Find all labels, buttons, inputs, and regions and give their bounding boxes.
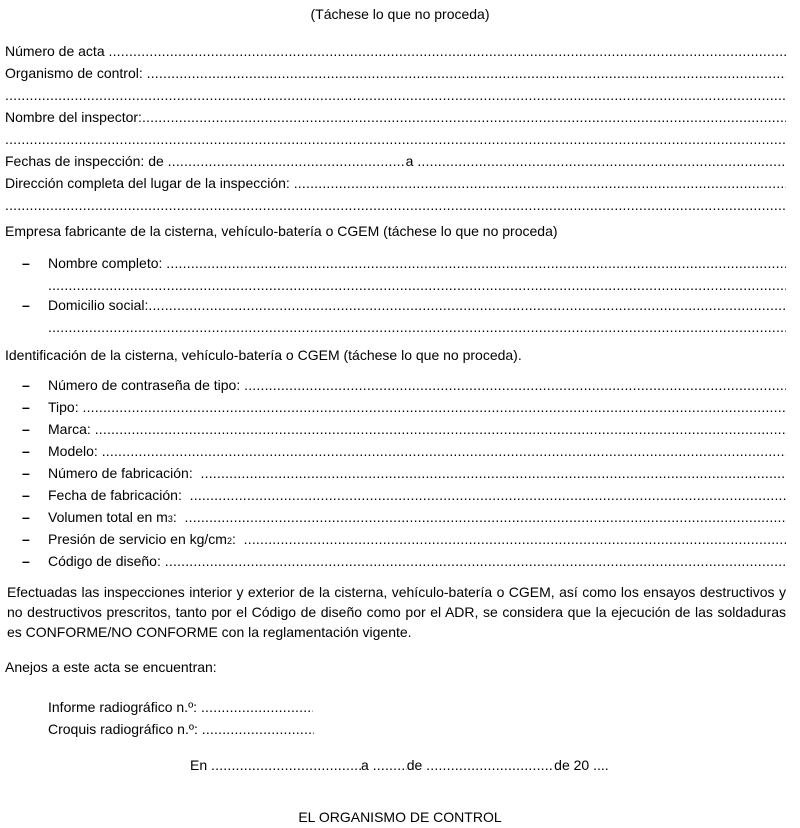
firma-mes-field[interactable] (426, 756, 554, 774)
informe-label: Informe radiográfico n.º: (48, 699, 198, 715)
inspector-label: Nombre del inspector: (5, 109, 142, 125)
marca-field[interactable] (95, 420, 786, 438)
fabricante-nombre-line-2 (48, 276, 786, 294)
firma-a: a (361, 757, 369, 773)
fabricante-domicilio-label: Domicilio social: (48, 297, 149, 313)
ident-item-line (22, 442, 786, 460)
presion-field[interactable] (244, 530, 786, 548)
firma-en: En (190, 757, 208, 773)
ident-item-label: Volumen total en m (48, 509, 168, 525)
fabricante-domicilio-field-2[interactable] (48, 318, 786, 336)
fabricante-nombre-field[interactable] (166, 254, 786, 272)
fecha-fabricacion-field[interactable] (190, 486, 786, 504)
inspector-line-2 (5, 130, 786, 148)
modelo-field[interactable] (102, 442, 786, 460)
ident-item-label: Marca: (48, 421, 91, 437)
firma-line (190, 756, 630, 774)
ident-item-line (22, 420, 786, 438)
organismo-field[interactable] (147, 64, 786, 82)
bullet-dash: – (22, 509, 30, 525)
tipo-field[interactable] (83, 398, 787, 416)
fecha-desde-field[interactable] (168, 152, 406, 170)
numero-acta-label: Número de acta (5, 43, 105, 59)
fabricante-domicilio-field[interactable] (148, 296, 786, 314)
bullet-dash: – (22, 255, 30, 271)
inspector-field[interactable] (142, 108, 786, 126)
volumen-colon: : (172, 509, 177, 525)
informe-field[interactable] (201, 698, 313, 716)
bullet-dash: – (22, 531, 30, 547)
direccion-field-2[interactable] (5, 196, 786, 214)
firma-dia-field[interactable] (373, 756, 407, 774)
ident-item-line (22, 552, 786, 570)
organismo-label: Organismo de control: (5, 65, 143, 81)
ident-item-label: Número de fabricación: (48, 465, 193, 481)
identificacion-heading: Identificación de la cisterna, vehículo-batería o CGEM (táchese lo que no proceda). (5, 347, 522, 363)
firma-de20: de 20 (554, 757, 590, 773)
conclusion-paragraph: Efectuadas las inspecciones interior y exterior de la cisterna, vehículo-batería o CGEM, así como los ensayos destructivos y no destructivos prescritos, tanto por el Código de diseño como por el ADR, se considera que la ejecución de las soldaduras es CONFORME/NO CONFORME con la reglamentación vigente. (7, 584, 786, 640)
ident-item-label: Tipo: (48, 399, 79, 415)
fechas-a-label: a (405, 153, 414, 169)
bullet-dash: – (22, 399, 30, 415)
numero-fabricacion-field[interactable] (201, 464, 786, 482)
organismo-line (5, 64, 786, 82)
bullet-dash: – (22, 487, 30, 503)
bullet-dash: – (22, 377, 30, 393)
ident-item-line: – Presión de servicio en kg/cm 2 : ..... (22, 530, 786, 548)
inspector-field-2[interactable] (5, 130, 786, 148)
ident-item-label: Modelo: (48, 443, 98, 459)
croquis-field[interactable] (202, 720, 314, 738)
codigo-diseno-field[interactable] (165, 552, 786, 570)
firma-anio-field[interactable]: .... (593, 757, 609, 773)
direccion-line-2 (5, 196, 786, 214)
ident-item-label: Número de contraseña de tipo: (48, 377, 241, 393)
inspector-line (5, 108, 786, 126)
direccion-field[interactable] (294, 174, 786, 192)
informe-line (48, 698, 448, 716)
fechas-line (5, 152, 786, 170)
direccion-label: Dirección completa del lugar de la inspección: (5, 175, 290, 191)
bullet-dash: – (22, 297, 30, 313)
bullet-dash: – (22, 553, 30, 569)
ident-item-line (22, 464, 786, 482)
anejos-heading: Anejos a este acta se encuentran: (5, 659, 217, 675)
organismo-line-2 (5, 86, 786, 104)
fabricante-domicilio-line-2 (48, 318, 786, 336)
contrasena-tipo-field[interactable] (244, 376, 786, 394)
fabricante-heading: Empresa fabricante de la cisterna, vehículo-batería o CGEM (táchese lo que no proceda) (5, 223, 558, 239)
numero-acta-field[interactable] (109, 42, 787, 60)
direccion-line (5, 174, 786, 192)
firma-lugar-field[interactable] (211, 756, 361, 774)
bullet-dash: – (22, 443, 30, 459)
ident-item-line: – Volumen total en m 3 : ..... (22, 508, 786, 526)
ident-item-line (22, 486, 786, 504)
ident-item-line (22, 376, 786, 394)
ident-item-label: Código de diseño: (48, 553, 161, 569)
ident-item-label: Fecha de fabricación: (48, 487, 182, 503)
bullet-dash: – (22, 465, 30, 481)
organismo-field-2[interactable] (5, 86, 786, 104)
header-note: (Táchese lo que no proceda) (310, 6, 490, 22)
volumen-field[interactable] (185, 508, 786, 526)
fecha-hasta-field[interactable] (417, 152, 786, 170)
croquis-label: Croquis radiográfico n.º: (48, 721, 198, 737)
fabricante-nombre-label: Nombre completo: (48, 255, 163, 271)
fabricante-domicilio-line (22, 296, 786, 314)
ident-item-line (22, 398, 786, 416)
firma-organismo: EL ORGANISMO DE CONTROL (298, 809, 502, 825)
bullet-dash: – (22, 421, 30, 437)
croquis-line (48, 720, 448, 738)
presion-colon: : (231, 531, 236, 547)
ident-item-label: Presión de servicio en kg/cm (48, 531, 227, 547)
firma-de: de (406, 757, 423, 773)
numero-acta-line (5, 42, 786, 60)
fabricante-nombre-field-2[interactable] (48, 276, 786, 294)
fabricante-nombre-line (22, 254, 786, 272)
fechas-label: Fechas de inspección: de (5, 153, 164, 169)
